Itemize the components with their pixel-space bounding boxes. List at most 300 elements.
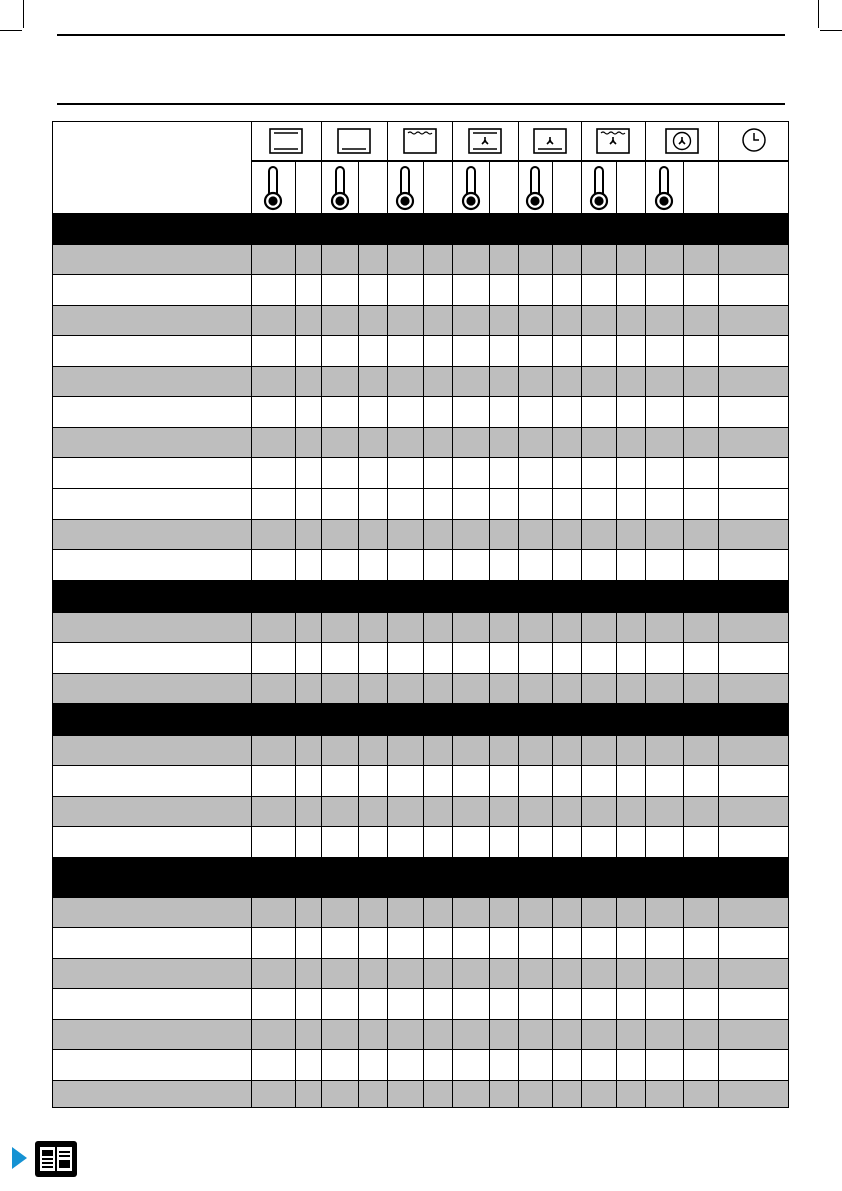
column-divider — [645, 959, 646, 989]
column-divider — [683, 643, 684, 674]
column-divider — [683, 766, 684, 797]
table-row — [53, 367, 789, 397]
column-divider — [321, 766, 322, 797]
column-divider — [251, 397, 252, 428]
column-divider — [518, 520, 519, 550]
column-divider — [489, 674, 490, 704]
column-divider — [581, 489, 582, 520]
column-divider — [251, 336, 252, 367]
column-divider — [581, 367, 582, 397]
column-divider — [423, 275, 424, 306]
column-divider — [718, 827, 719, 858]
column-divider — [683, 928, 684, 959]
column-divider — [718, 245, 719, 275]
column-divider — [581, 766, 582, 797]
column-divider — [518, 428, 519, 458]
column-divider — [358, 489, 359, 520]
column-divider — [358, 1020, 359, 1050]
column-divider — [683, 397, 684, 428]
column-divider — [387, 520, 388, 550]
column-divider — [295, 1081, 296, 1108]
column-divider — [423, 797, 424, 827]
column-divider — [321, 458, 322, 489]
column-divider — [452, 458, 453, 489]
section-row — [53, 704, 789, 736]
column-divider — [552, 336, 553, 367]
column-divider — [387, 1020, 388, 1050]
column-divider — [452, 643, 453, 674]
column-divider — [718, 928, 719, 959]
column-divider — [718, 275, 719, 306]
column-divider — [552, 736, 553, 766]
column-divider — [645, 550, 646, 581]
column-divider — [321, 736, 322, 766]
table-row — [53, 397, 789, 428]
column-divider — [358, 989, 359, 1020]
column-divider — [718, 367, 719, 397]
column-divider — [489, 397, 490, 428]
column-divider — [295, 674, 296, 704]
column-divider — [518, 275, 519, 306]
section-row — [53, 213, 789, 245]
bottom-heat-fan-icon — [518, 125, 581, 157]
column-divider — [518, 827, 519, 858]
column-divider — [718, 797, 719, 827]
column-divider — [387, 306, 388, 336]
column-divider — [251, 928, 252, 959]
column-divider — [295, 1050, 296, 1081]
column-divider — [683, 520, 684, 550]
table-row — [53, 275, 789, 306]
column-divider — [683, 1050, 684, 1081]
column-divider — [616, 306, 617, 336]
column-divider — [321, 643, 322, 674]
thermometer-icon — [251, 164, 295, 212]
column-divider — [358, 827, 359, 858]
column-divider — [321, 397, 322, 428]
column-divider — [683, 162, 684, 213]
column-divider — [295, 613, 296, 643]
column-divider — [295, 989, 296, 1020]
column-divider — [452, 898, 453, 928]
column-divider — [295, 458, 296, 489]
column-divider — [581, 928, 582, 959]
column-divider — [616, 397, 617, 428]
column-divider — [552, 428, 553, 458]
table-row — [53, 336, 789, 367]
column-divider — [295, 898, 296, 928]
column-divider — [616, 1081, 617, 1108]
column-divider — [358, 336, 359, 367]
column-divider — [358, 959, 359, 989]
cooking-table — [52, 121, 789, 1108]
column-divider — [718, 397, 719, 428]
table-row — [53, 989, 789, 1020]
column-divider — [251, 520, 252, 550]
column-divider — [423, 397, 424, 428]
column-divider — [489, 520, 490, 550]
thermometer-icon — [387, 164, 423, 212]
column-divider — [295, 162, 296, 213]
column-divider — [552, 275, 553, 306]
table-row — [53, 1050, 789, 1081]
column-divider — [581, 643, 582, 674]
column-divider — [552, 397, 553, 428]
column-divider — [718, 550, 719, 581]
column-divider — [581, 1081, 582, 1108]
column-divider — [616, 613, 617, 643]
column-divider — [387, 898, 388, 928]
column-divider — [552, 928, 553, 959]
column-divider — [452, 736, 453, 766]
grill-fan-icon — [452, 125, 518, 157]
column-divider — [387, 959, 388, 989]
column-divider — [518, 797, 519, 827]
column-divider — [452, 306, 453, 336]
column-divider — [387, 1081, 388, 1108]
grill-icon — [387, 125, 452, 157]
table-row — [53, 550, 789, 581]
bottom-heat-icon — [321, 125, 387, 157]
column-divider — [489, 489, 490, 520]
column-divider — [581, 245, 582, 275]
column-divider — [423, 613, 424, 643]
column-divider — [423, 162, 424, 213]
column-divider — [251, 1050, 252, 1081]
column-divider — [387, 613, 388, 643]
column-divider — [321, 306, 322, 336]
column-divider — [387, 275, 388, 306]
turbo-grill-icon — [581, 125, 645, 157]
column-divider — [645, 275, 646, 306]
column-divider — [645, 928, 646, 959]
column-divider — [718, 489, 719, 520]
column-divider — [295, 928, 296, 959]
column-divider — [321, 367, 322, 397]
table-row — [53, 928, 789, 959]
column-divider — [552, 797, 553, 827]
column-divider — [616, 245, 617, 275]
column-divider — [518, 674, 519, 704]
column-divider — [251, 827, 252, 858]
column-divider — [452, 928, 453, 959]
crop-mark — [818, 0, 819, 28]
column-divider — [295, 520, 296, 550]
column-divider — [616, 550, 617, 581]
column-divider — [581, 1050, 582, 1081]
header-rule-top — [57, 34, 785, 36]
column-divider — [251, 122, 252, 213]
column-divider — [423, 736, 424, 766]
column-divider — [489, 336, 490, 367]
column-divider — [452, 245, 453, 275]
table-row — [53, 898, 789, 928]
column-divider — [581, 797, 582, 827]
column-divider — [423, 643, 424, 674]
column-divider — [452, 989, 453, 1020]
column-divider — [423, 959, 424, 989]
table-row — [53, 520, 789, 550]
column-divider — [295, 306, 296, 336]
column-divider — [718, 1081, 719, 1108]
column-divider — [552, 643, 553, 674]
column-divider — [251, 367, 252, 397]
column-divider — [358, 1050, 359, 1081]
column-divider — [552, 1081, 553, 1108]
section-row — [53, 858, 789, 898]
column-divider — [616, 928, 617, 959]
column-divider — [581, 275, 582, 306]
column-divider — [321, 520, 322, 550]
column-divider — [645, 245, 646, 275]
table-row — [53, 766, 789, 797]
column-divider — [358, 397, 359, 428]
column-divider — [452, 122, 453, 213]
column-divider — [358, 275, 359, 306]
column-divider — [518, 397, 519, 428]
column-divider — [387, 550, 388, 581]
column-divider — [489, 1020, 490, 1050]
table-row — [53, 458, 789, 489]
column-divider — [387, 827, 388, 858]
column-divider — [489, 989, 490, 1020]
column-divider — [489, 1081, 490, 1108]
table-row — [53, 1081, 789, 1108]
column-divider — [645, 520, 646, 550]
column-divider — [518, 489, 519, 520]
column-divider — [518, 766, 519, 797]
column-divider — [358, 797, 359, 827]
column-divider — [489, 162, 490, 213]
column-divider — [251, 428, 252, 458]
thermometer-icon — [581, 164, 616, 212]
column-divider — [645, 827, 646, 858]
column-divider — [616, 989, 617, 1020]
column-divider — [387, 1050, 388, 1081]
table-row — [53, 306, 789, 336]
column-divider — [387, 736, 388, 766]
column-divider — [489, 245, 490, 275]
column-divider — [387, 674, 388, 704]
column-divider — [616, 162, 617, 213]
column-divider — [683, 550, 684, 581]
column-divider — [295, 245, 296, 275]
crop-mark — [820, 30, 842, 31]
column-divider — [489, 928, 490, 959]
table-row — [53, 827, 789, 858]
column-divider — [295, 489, 296, 520]
table-row — [53, 797, 789, 827]
column-divider — [616, 898, 617, 928]
column-divider — [295, 1020, 296, 1050]
column-divider — [423, 928, 424, 959]
column-divider — [489, 827, 490, 858]
column-divider — [423, 827, 424, 858]
column-divider — [251, 550, 252, 581]
column-divider — [423, 336, 424, 367]
column-divider — [581, 1020, 582, 1050]
column-divider — [321, 797, 322, 827]
column-divider — [683, 989, 684, 1020]
table-row — [53, 245, 789, 275]
column-divider — [683, 306, 684, 336]
column-divider — [387, 428, 388, 458]
crop-mark — [0, 30, 22, 31]
column-divider — [645, 428, 646, 458]
column-divider — [518, 458, 519, 489]
column-divider — [387, 928, 388, 959]
column-divider — [251, 674, 252, 704]
column-divider — [552, 520, 553, 550]
column-divider — [387, 245, 388, 275]
column-divider — [387, 797, 388, 827]
column-divider — [387, 989, 388, 1020]
column-divider — [683, 797, 684, 827]
column-divider — [321, 1081, 322, 1108]
column-divider — [616, 336, 617, 367]
column-divider — [616, 766, 617, 797]
column-divider — [518, 245, 519, 275]
column-divider — [295, 275, 296, 306]
manual-book-icon — [35, 1141, 77, 1177]
column-divider — [358, 674, 359, 704]
column-divider — [616, 643, 617, 674]
column-divider — [295, 766, 296, 797]
thermometer-icon — [452, 164, 489, 212]
column-divider — [321, 898, 322, 928]
column-divider — [518, 550, 519, 581]
column-divider — [321, 1050, 322, 1081]
column-divider — [489, 306, 490, 336]
column-divider — [358, 162, 359, 213]
column-divider — [452, 613, 453, 643]
column-divider — [718, 674, 719, 704]
column-divider — [452, 336, 453, 367]
column-divider — [489, 428, 490, 458]
column-divider — [295, 827, 296, 858]
column-divider — [251, 736, 252, 766]
column-divider — [552, 458, 553, 489]
hot-air-fan-icon — [645, 125, 718, 157]
column-divider — [683, 458, 684, 489]
column-divider — [518, 989, 519, 1020]
column-divider — [581, 674, 582, 704]
column-divider — [552, 550, 553, 581]
column-divider — [452, 1081, 453, 1108]
column-divider — [718, 1020, 719, 1050]
column-divider — [321, 928, 322, 959]
column-divider — [645, 674, 646, 704]
column-divider — [387, 122, 388, 213]
column-divider — [645, 1020, 646, 1050]
column-divider — [518, 122, 519, 213]
column-divider — [452, 1050, 453, 1081]
column-divider — [295, 959, 296, 989]
column-divider — [452, 797, 453, 827]
column-divider — [645, 736, 646, 766]
column-divider — [295, 367, 296, 397]
column-divider — [321, 827, 322, 858]
table-row — [53, 428, 789, 458]
column-divider — [358, 613, 359, 643]
column-divider — [452, 1020, 453, 1050]
column-divider — [518, 306, 519, 336]
column-divider — [581, 397, 582, 428]
column-divider — [718, 898, 719, 928]
column-divider — [251, 275, 252, 306]
column-divider — [518, 898, 519, 928]
table-row — [53, 1020, 789, 1050]
column-divider — [295, 428, 296, 458]
column-divider — [452, 827, 453, 858]
column-divider — [251, 458, 252, 489]
column-divider — [452, 489, 453, 520]
column-divider — [251, 245, 252, 275]
thermometer-icon — [518, 164, 552, 212]
page-arrow-icon — [12, 1147, 27, 1169]
column-divider — [489, 959, 490, 989]
column-divider — [552, 1020, 553, 1050]
column-divider — [616, 1020, 617, 1050]
column-divider — [423, 1081, 424, 1108]
column-divider — [518, 367, 519, 397]
column-divider — [251, 898, 252, 928]
column-divider — [645, 306, 646, 336]
column-divider — [251, 766, 252, 797]
column-divider — [581, 613, 582, 643]
column-divider — [423, 1050, 424, 1081]
column-divider — [321, 674, 322, 704]
column-divider — [718, 643, 719, 674]
column-divider — [489, 643, 490, 674]
column-divider — [489, 797, 490, 827]
column-divider — [251, 489, 252, 520]
column-divider — [683, 898, 684, 928]
header-divider — [251, 160, 789, 162]
column-divider — [452, 674, 453, 704]
column-divider — [423, 766, 424, 797]
column-divider — [423, 898, 424, 928]
column-divider — [321, 613, 322, 643]
column-divider — [718, 428, 719, 458]
column-divider — [581, 898, 582, 928]
column-divider — [251, 989, 252, 1020]
column-divider — [645, 1050, 646, 1081]
column-divider — [423, 367, 424, 397]
column-divider — [358, 428, 359, 458]
column-divider — [616, 959, 617, 989]
column-divider — [489, 275, 490, 306]
column-divider — [387, 766, 388, 797]
column-divider — [683, 489, 684, 520]
column-divider — [321, 959, 322, 989]
column-divider — [295, 736, 296, 766]
column-divider — [423, 428, 424, 458]
column-divider — [358, 1081, 359, 1108]
column-divider — [683, 959, 684, 989]
column-divider — [616, 458, 617, 489]
column-divider — [518, 643, 519, 674]
column-divider — [552, 989, 553, 1020]
column-divider — [616, 827, 617, 858]
column-divider — [718, 613, 719, 643]
column-divider — [552, 245, 553, 275]
column-divider — [518, 336, 519, 367]
column-divider — [423, 1020, 424, 1050]
column-divider — [581, 989, 582, 1020]
column-divider — [552, 898, 553, 928]
column-divider — [423, 245, 424, 275]
